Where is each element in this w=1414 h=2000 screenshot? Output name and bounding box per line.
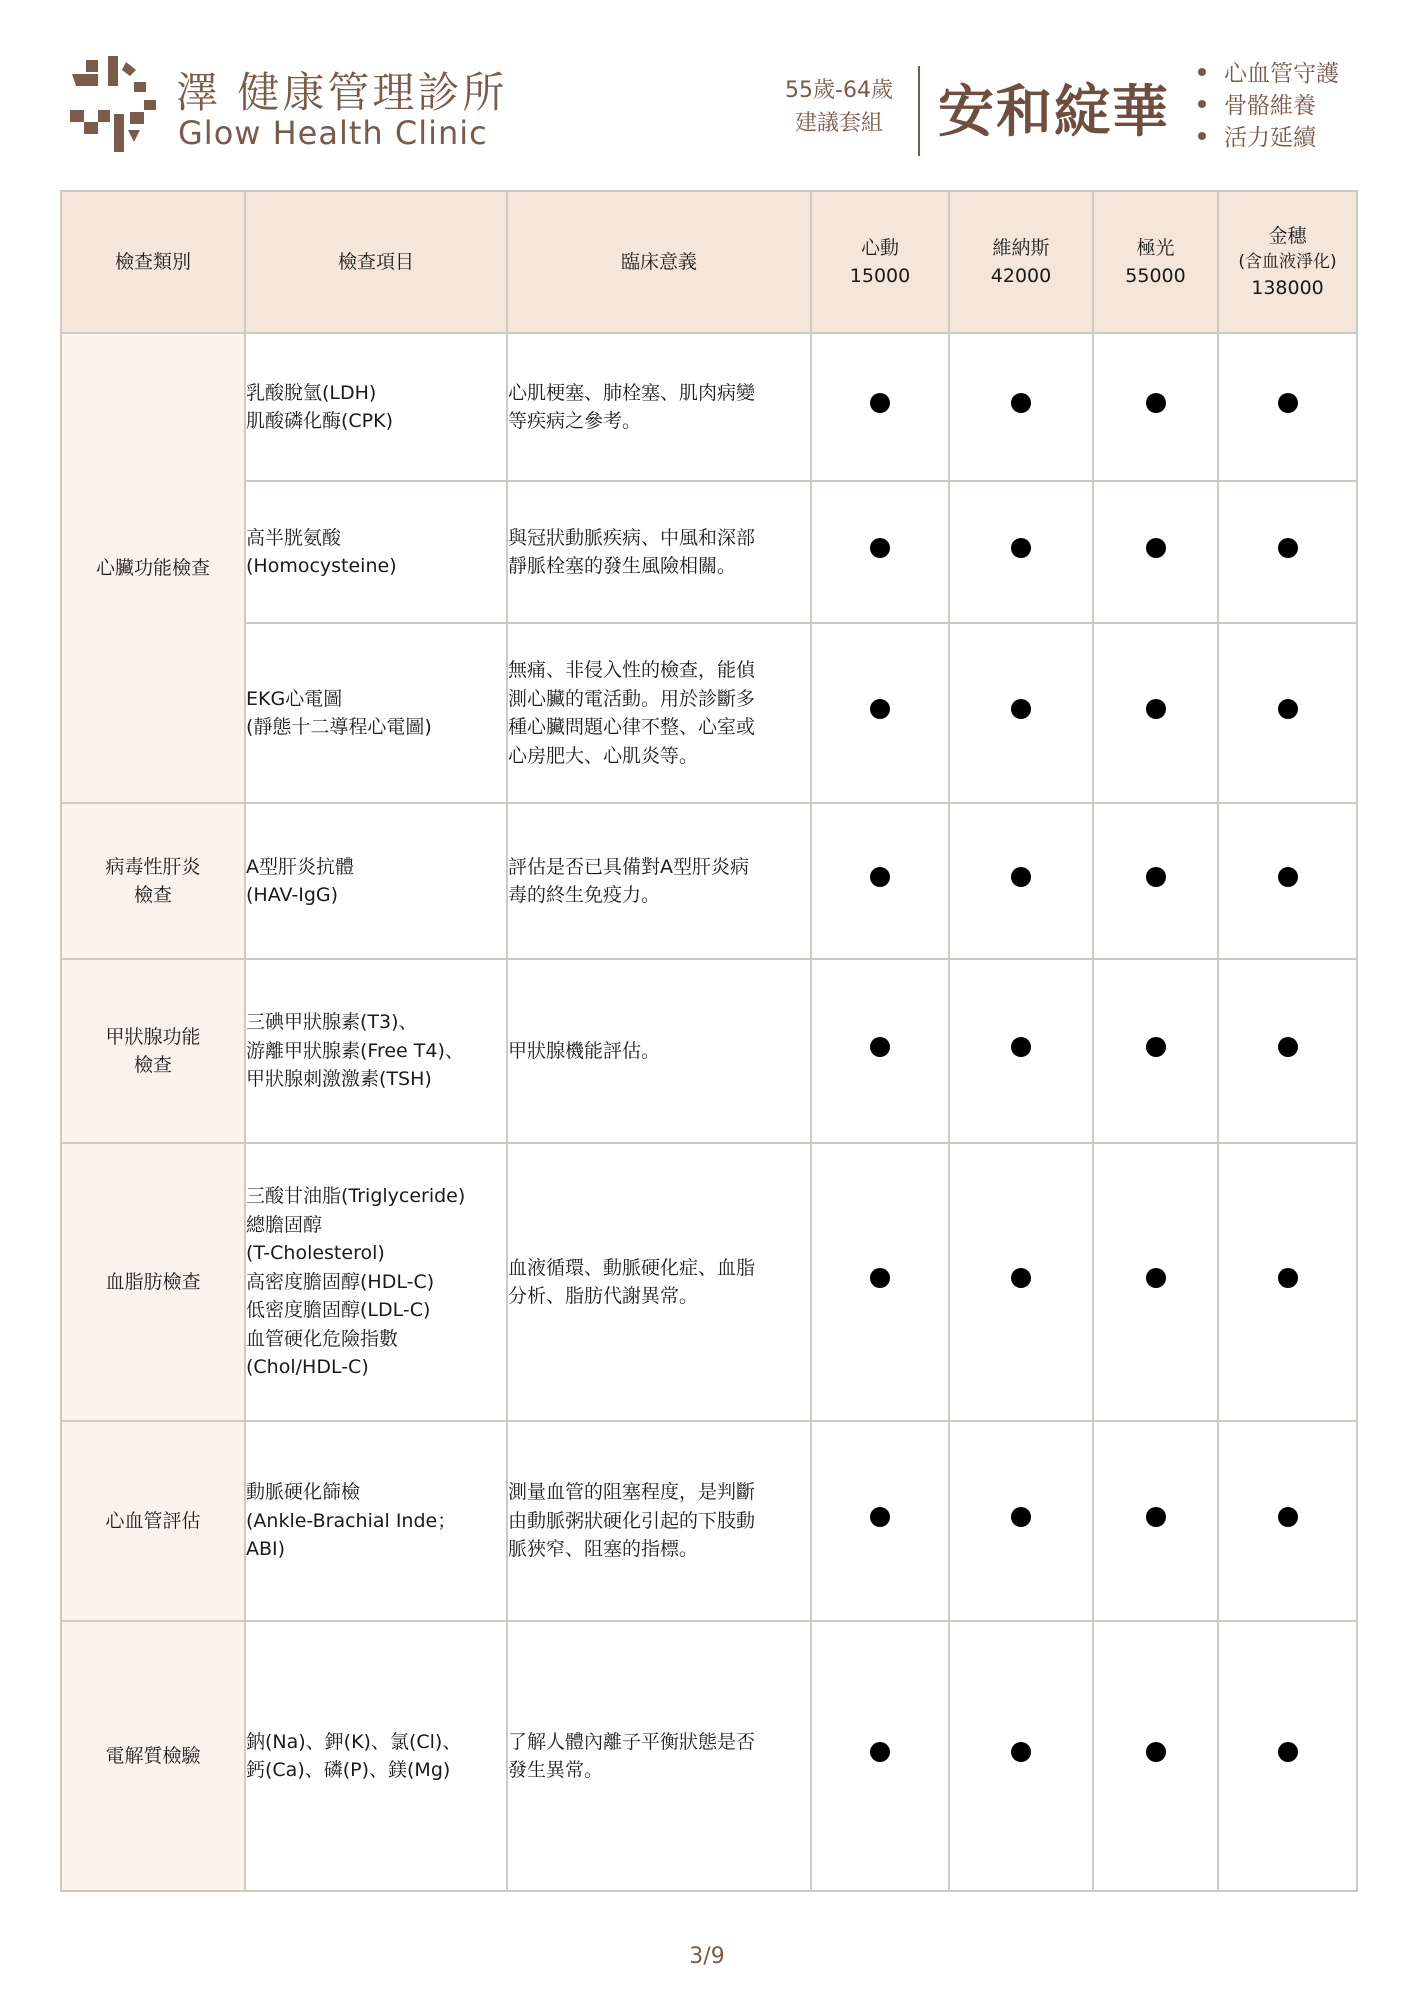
- plan-name: 極光: [1136, 236, 1175, 259]
- significance-cell: [507, 481, 811, 623]
- plan-included-cell: [811, 333, 949, 481]
- category-label: 檢查: [133, 884, 172, 906]
- header-item: 檢查項目: [245, 191, 507, 333]
- included-dot-icon: [870, 699, 890, 719]
- included-dot-icon: [1146, 1742, 1166, 1762]
- check-item-text: EKG心電圖: [246, 687, 343, 710]
- included-dot-icon: [1011, 1742, 1031, 1762]
- plan-included-cell: [811, 623, 949, 803]
- header-divider: [918, 66, 920, 156]
- header-plan-xindong: [811, 191, 949, 333]
- plan-price: 15000: [849, 265, 911, 287]
- included-dot-icon: [1146, 699, 1166, 719]
- significance-cell: [507, 1421, 811, 1621]
- included-dot-icon: [1146, 867, 1166, 887]
- included-dot-icon: [1278, 699, 1298, 719]
- check-item-text: ABI): [246, 1538, 286, 1561]
- included-dot-icon: [1278, 1742, 1298, 1762]
- plan-price: 138000: [1251, 277, 1324, 299]
- category-label: 病毒性肝炎: [105, 855, 201, 878]
- category-cell: [61, 959, 245, 1143]
- significance-text: 無痛、非侵入性的檢查，能偵: [508, 659, 756, 681]
- included-dot-icon: [1011, 699, 1031, 719]
- category-cell: [61, 1621, 245, 1891]
- check-item-text: 高半胱氨酸: [246, 526, 342, 549]
- category-cell: [61, 1421, 245, 1621]
- included-dot-icon: [1278, 538, 1298, 558]
- table-row: [61, 1621, 1357, 1891]
- bullet-icon: [1198, 100, 1206, 108]
- plan-included-cell: [1093, 1421, 1218, 1621]
- header-plan-aurora: [1093, 191, 1218, 333]
- plan-included-cell: [1093, 481, 1218, 623]
- included-dot-icon: [1146, 393, 1166, 413]
- category-label: 檢查: [133, 1054, 172, 1076]
- plan-included-cell: [1093, 1621, 1218, 1891]
- feature-item: [1198, 122, 1339, 154]
- bullet-icon: [1198, 68, 1206, 76]
- significance-text: 脈狹窄、阻塞的指標。: [508, 1538, 699, 1561]
- plan-included-cell: [1093, 623, 1218, 803]
- included-dot-icon: [1278, 867, 1298, 887]
- plan-included-cell: [1218, 1421, 1357, 1621]
- category-label: 電解質檢驗: [105, 1744, 201, 1767]
- table-row: [61, 1143, 1357, 1421]
- significance-text: 分析、脂肪代謝異常。: [508, 1285, 699, 1307]
- page-number: 3/9: [689, 1944, 725, 1969]
- check-item-text: (HAV-IgG): [246, 884, 339, 906]
- table-row: [61, 1421, 1357, 1621]
- check-item-cell: [245, 623, 507, 803]
- feature-item: [1198, 90, 1339, 122]
- plan-included-cell: [1218, 1143, 1357, 1421]
- included-dot-icon: [1011, 867, 1031, 887]
- checkup-package-table: [60, 190, 1358, 1892]
- plan-included-cell: [1093, 803, 1218, 959]
- table-row: [61, 959, 1357, 1143]
- check-item-cell: [245, 1143, 507, 1421]
- significance-text: 甲狀腺機能評估。: [508, 1039, 661, 1062]
- table-row: [61, 623, 1357, 803]
- included-dot-icon: [1146, 1268, 1166, 1288]
- clinic-name-en: Glow Health Clinic: [178, 114, 488, 152]
- included-dot-icon: [1146, 1037, 1166, 1057]
- plan-included-cell: [811, 1143, 949, 1421]
- check-item-text: 血管硬化危險指數: [246, 1327, 399, 1350]
- included-dot-icon: [870, 1742, 890, 1762]
- table-row: [61, 481, 1357, 623]
- included-dot-icon: [870, 1507, 890, 1527]
- table-row: [61, 333, 1357, 481]
- check-item-text: 三碘甲狀腺素(T3)、: [246, 1011, 418, 1034]
- feature-label: 活力延續: [1224, 125, 1316, 151]
- age-range: 55歲-64歲: [785, 78, 893, 103]
- plan-included-cell: [1218, 1621, 1357, 1891]
- page-header: [0, 0, 1414, 190]
- check-item-text: 游離甲狀腺素(Free T4)、: [246, 1039, 464, 1062]
- plan-included-cell: [1218, 333, 1357, 481]
- category-label: 血脂肪檢查: [105, 1270, 201, 1293]
- significance-text: 毒的終生免疫力。: [508, 884, 661, 906]
- check-item-cell: [245, 1621, 507, 1891]
- category-cell: [61, 1143, 245, 1421]
- feature-label: 骨骼維養: [1224, 93, 1316, 119]
- header-category: 檢查類別: [61, 191, 245, 333]
- plan-included-cell: [1093, 959, 1218, 1143]
- check-item-text: (Chol/HDL-C): [246, 1356, 369, 1379]
- check-item-text: 甲狀腺刺激激素(TSH): [246, 1068, 432, 1091]
- plan-name: 金穗: [1268, 224, 1307, 247]
- plan-included-cell: [811, 803, 949, 959]
- significance-cell: [507, 803, 811, 959]
- significance-text: 血液循環、動脈硬化症、血脂: [508, 1256, 756, 1279]
- check-item-cell: [245, 333, 507, 481]
- check-item-text: (Homocysteine): [246, 555, 397, 577]
- plan-included-cell: [949, 623, 1093, 803]
- plan-name: 維納斯: [992, 236, 1050, 259]
- significance-text: 與冠狀動脈疾病、中風和深部: [508, 526, 756, 549]
- plan-subtitle: (含血液淨化): [1238, 252, 1337, 272]
- significance-text: 種心臟問題心律不整、心室或: [508, 716, 756, 738]
- included-dot-icon: [870, 538, 890, 558]
- significance-cell: [507, 333, 811, 481]
- plan-price: 55000: [1125, 265, 1186, 287]
- plan-included-cell: [1093, 333, 1218, 481]
- significance-text: 等疾病之參考。: [508, 410, 642, 432]
- bullet-icon: [1198, 132, 1206, 140]
- age-range-label: [764, 74, 914, 140]
- plan-name: 心動: [860, 236, 899, 259]
- clinic-logo-icon: [64, 52, 164, 156]
- included-dot-icon: [1011, 1268, 1031, 1288]
- feature-label: 心血管守護: [1224, 61, 1339, 87]
- included-dot-icon: [1278, 393, 1298, 413]
- included-dot-icon: [1011, 538, 1031, 558]
- significance-cell: [507, 623, 811, 803]
- included-dot-icon: [1146, 1507, 1166, 1527]
- plan-included-cell: [1093, 1143, 1218, 1421]
- category-cell: [61, 803, 245, 959]
- significance-cell: [507, 1143, 811, 1421]
- check-item-cell: [245, 803, 507, 959]
- category-cell: [61, 333, 245, 803]
- check-item-text: 鈉(Na)、鉀(K)、氯(Cl)、: [246, 1730, 462, 1753]
- significance-text: 發生異常。: [508, 1759, 604, 1781]
- check-item-text: 三酸甘油脂(Triglyceride): [246, 1185, 466, 1208]
- plan-included-cell: [949, 959, 1093, 1143]
- included-dot-icon: [1011, 1037, 1031, 1057]
- clinic-name-zh: 澤 健康管理診所: [176, 68, 508, 117]
- included-dot-icon: [1278, 1037, 1298, 1057]
- check-item-text: 鈣(Ca)、磷(P)、鎂(Mg): [246, 1759, 451, 1781]
- included-dot-icon: [1011, 393, 1031, 413]
- significance-cell: [507, 1621, 811, 1891]
- included-dot-icon: [1278, 1268, 1298, 1288]
- included-dot-icon: [1011, 1507, 1031, 1527]
- plan-price: 42000: [990, 265, 1052, 287]
- table-header-row: [61, 191, 1357, 333]
- plan-included-cell: [949, 333, 1093, 481]
- check-item-text: 肌酸磷化酶(CPK): [246, 410, 394, 432]
- check-item-text: A型肝炎抗體: [246, 855, 354, 878]
- significance-text: 心肌梗塞、肺栓塞、肌肉病變: [508, 381, 756, 404]
- included-dot-icon: [870, 1268, 890, 1288]
- plan-included-cell: [811, 959, 949, 1143]
- plan-included-cell: [811, 1421, 949, 1621]
- plan-included-cell: [811, 1621, 949, 1891]
- check-item-text: (靜態十二導程心電圖): [246, 716, 432, 738]
- plan-included-cell: [949, 1421, 1093, 1621]
- plan-included-cell: [949, 1143, 1093, 1421]
- included-dot-icon: [1146, 538, 1166, 558]
- table-row: [61, 803, 1357, 959]
- check-item-cell: [245, 959, 507, 1143]
- check-item-text: 動脈硬化篩檢: [246, 1481, 361, 1504]
- plan-included-cell: [1218, 481, 1357, 623]
- significance-text: 心房肥大、心肌炎等。: [508, 744, 699, 767]
- check-item-text: (T-Cholesterol): [246, 1242, 385, 1265]
- check-item-text: 乳酸脫氫(LDH): [246, 381, 377, 404]
- feature-item: [1198, 58, 1339, 90]
- header-plan-venus: [949, 191, 1093, 333]
- header-plan-golden: [1218, 191, 1357, 333]
- included-dot-icon: [870, 393, 890, 413]
- check-item-cell: [245, 1421, 507, 1621]
- package-features: [1198, 58, 1339, 154]
- included-dot-icon: [870, 1037, 890, 1057]
- plan-included-cell: [949, 803, 1093, 959]
- plan-included-cell: [949, 481, 1093, 623]
- significance-text: 評估是否已具備對A型肝炎病: [508, 855, 749, 878]
- plan-included-cell: [1218, 623, 1357, 803]
- plan-included-cell: [811, 481, 949, 623]
- significance-text: 測心臟的電活動。用於診斷多: [508, 687, 756, 710]
- header-significance: 臨床意義: [507, 191, 811, 333]
- check-item-text: 總膽固醇: [246, 1213, 323, 1236]
- suggested-package-label: 建議套組: [794, 111, 883, 136]
- category-label: 心血管評估: [105, 1509, 201, 1532]
- check-item-text: 高密度膽固醇(HDL-C): [246, 1270, 435, 1293]
- significance-text: 靜脈栓塞的發生風險相關。: [508, 555, 737, 577]
- significance-text: 測量血管的阻塞程度，是判斷: [508, 1481, 756, 1504]
- package-title: 安和綻華: [938, 80, 1170, 145]
- plan-included-cell: [949, 1621, 1093, 1891]
- check-item-text: 低密度膽固醇(LDL-C): [246, 1299, 431, 1322]
- check-item-text: (Ankle-Brachial Inde；: [246, 1509, 457, 1532]
- category-label: 心臟功能檢查: [95, 556, 210, 579]
- significance-text: 由動脈粥狀硬化引起的下肢動: [508, 1509, 756, 1532]
- included-dot-icon: [1278, 1507, 1298, 1527]
- category-label: 甲狀腺功能: [105, 1025, 201, 1048]
- check-item-cell: [245, 481, 507, 623]
- plan-included-cell: [1218, 959, 1357, 1143]
- significance-text: 了解人體內離子平衡狀態是否: [508, 1730, 756, 1753]
- included-dot-icon: [870, 867, 890, 887]
- plan-included-cell: [1218, 803, 1357, 959]
- significance-cell: [507, 959, 811, 1143]
